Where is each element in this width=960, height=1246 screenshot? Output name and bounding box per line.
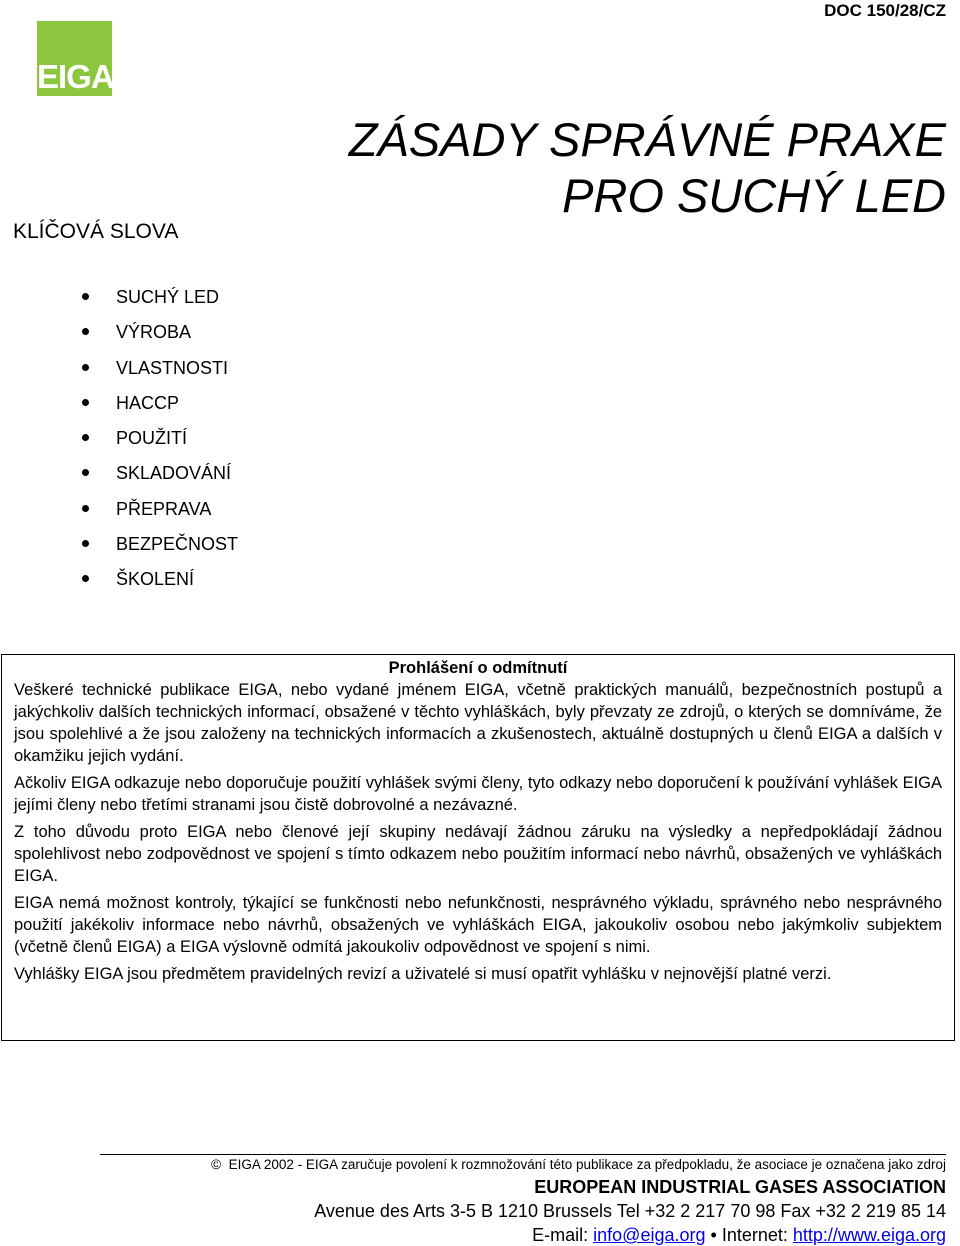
keyword-label: VÝROBA — [116, 322, 192, 343]
document-title — [349, 112, 946, 224]
copyright-text: EIGA 2002 - EIGA zaručuje povolení k rozmnožování této publikace za předpokladu, že asociace je označena jako zdroj — [228, 1157, 946, 1172]
disclaimer-paragraph: EIGA nemá možnost kontroly, týkající se funkčnosti nebo nefunkčnosti, nesprávného výkladu, správného nebo nesprávného použití jakékoliv informace nebo návrhů, obsažených ve vyhláškách EIGA, jakoukoliv osobou nebo jakýmkoliv subjektem (včetně členů EIGA) a EIGA výslovně odmítá jakoukoliv odpovědnost ve spojení s nimi. — [14, 894, 942, 956]
disclaimer-paragraph: Ačkoliv EIGA odkazuje nebo doporučuje použití vyhlášek svými členy, tyto odkazy nebo doporučení k používání vyhlášek EIGA jejími členy nebo třetími stranami jsou čistě dobrovolné a nezávazné. — [14, 774, 942, 814]
footer — [211, 1156, 946, 1246]
keyword-item — [0, 494, 238, 529]
email-label: E-mail: — [532, 1225, 589, 1245]
footer-divider — [100, 1154, 946, 1155]
keywords-list — [0, 282, 238, 600]
keyword-label: VLASTNOSTI — [116, 357, 229, 378]
bullet-icon — [82, 434, 89, 441]
bullet-icon — [82, 293, 89, 300]
disclaimer-paragraph: Z toho důvodu proto EIGA nebo členové její skupiny nedávají žádnou záruku na výsledky a nepředpokládají žádnou spolehlivost nebo zodpovědnost ve spojení s tímto odkazem nebo použitím informací nebo návrhů, obsažených ve vyhláškách EIGA. — [14, 823, 942, 885]
bullet-icon — [82, 399, 89, 406]
keyword-item — [0, 423, 238, 458]
bullet-icon — [82, 505, 89, 512]
bullet-icon — [82, 540, 89, 547]
bullet-icon — [82, 575, 89, 582]
keywords-heading: KLÍČOVÁ SLOVA — [13, 220, 179, 243]
keyword-label: BEZPEČNOST — [116, 534, 239, 555]
keyword-label: POUŽITÍ — [116, 428, 187, 449]
keyword-label: SUCHÝ LED — [116, 287, 220, 307]
keyword-item — [0, 529, 238, 564]
disclaimer-box — [1, 654, 955, 1041]
keyword-label: HACCP — [116, 392, 180, 413]
document-code: DOC 150/28/CZ — [824, 1, 946, 20]
keyword-item — [0, 353, 238, 388]
keyword-item — [0, 458, 238, 493]
disclaimer-title: Prohlášení o odmítnutí — [388, 659, 568, 677]
email-link[interactable]: info@eiga.org — [593, 1225, 706, 1245]
keyword-item — [0, 282, 238, 317]
association-address: Avenue des Arts 3-5 B 1210 Brussels Tel +32 2 217 70 98 Fax +32 2 219 85 14 — [314, 1201, 946, 1221]
bullet-icon — [82, 364, 89, 371]
bullet-icon — [82, 328, 89, 335]
association-name: EUROPEAN INDUSTRIAL GASES ASSOCIATION — [534, 1177, 946, 1197]
website-link[interactable]: http://www.eiga.org — [792, 1225, 946, 1245]
title-line-2: PRO SUCHÝ LED — [562, 169, 946, 222]
keyword-item — [0, 564, 238, 599]
logo-text: EIGA — [37, 58, 114, 95]
bullet-icon — [82, 469, 89, 476]
title-line-1: ZÁSADY SPRÁVNÉ PRAXE — [348, 113, 946, 166]
disclaimer-paragraph: Vyhlášky EIGA jsou předmětem pravidelných revizí a uživatelé si musí opatřit vyhlášku v nejnovější platné verzi. — [14, 965, 832, 983]
internet-label: Internet: — [721, 1225, 788, 1245]
keyword-label: SKLADOVÁNÍ — [116, 463, 232, 484]
copyright-line — [211, 1156, 946, 1174]
keyword-item — [0, 388, 238, 423]
eiga-logo — [37, 21, 112, 96]
keyword-label: ŠKOLENÍ — [116, 569, 195, 590]
disclaimer-paragraph: Veškeré technické publikace EIGA, nebo vydané jménem EIGA, včetně praktických manuálů, bezpečnostních postupů a jakýchkoliv dalších technických informací, obsažené v těchto vyhláškách, byly převzaty ze zdrojů, o kterých se domníváme, že jsou spolehlivé a že jsou založeny na technických informacích a zkušenostech, aktuálně dostupných u členů EIGA a dalších v okamžiku jejich vydání. — [14, 681, 942, 765]
copyright-icon: © — [211, 1157, 222, 1172]
bullet-separator-icon: • — [710, 1225, 717, 1245]
keyword-item — [0, 317, 238, 352]
keyword-label: PŘEPRAVA — [116, 498, 212, 519]
